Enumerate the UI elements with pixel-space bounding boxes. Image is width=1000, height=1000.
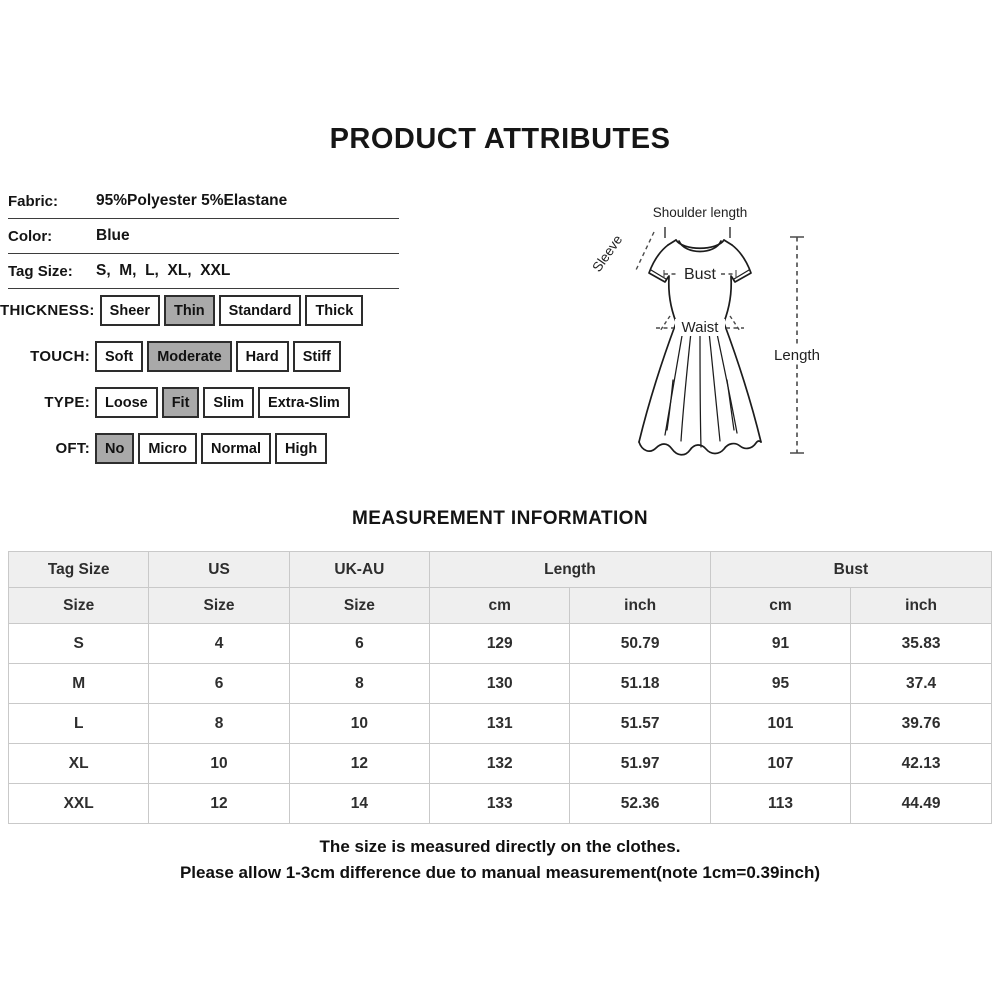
col-us: US — [149, 552, 289, 588]
cell: 8 — [149, 704, 289, 744]
measure-guides — [636, 227, 804, 453]
oft-option-row — [0, 433, 367, 464]
tag-size-label: Tag Size: — [8, 262, 73, 280]
col-uk-au: UK-AU — [289, 552, 429, 588]
cell: 12 — [289, 744, 429, 784]
sleeve-label: Sleeve — [589, 232, 626, 275]
type-option-extra-slim[interactable]: Extra-Slim — [258, 387, 350, 418]
thickness-option-row — [0, 295, 367, 326]
cell: XL — [9, 744, 149, 784]
touch-option-moderate[interactable]: Moderate — [147, 341, 231, 372]
page-title: PRODUCT ATTRIBUTES — [329, 123, 671, 155]
cell: 6 — [289, 624, 429, 664]
subcol-size-3: Size — [289, 588, 429, 624]
subcol-bust-inch: inch — [851, 588, 992, 624]
note-line-1: The size is measured directly on the clothes. — [319, 837, 681, 856]
skirt-fold-lines — [665, 329, 737, 447]
cell: 50.79 — [570, 624, 710, 664]
subcol-length-cm: cm — [430, 588, 570, 624]
cell: 52.36 — [570, 784, 710, 824]
touch-option-hard[interactable]: Hard — [236, 341, 289, 372]
oft-label: OFT: — [55, 440, 90, 457]
oft-option-micro[interactable]: Micro — [138, 433, 197, 464]
bust-label: Bust — [683, 266, 717, 283]
cell: 44.49 — [851, 784, 992, 824]
cell: 132 — [430, 744, 570, 784]
oft-option-no[interactable]: No — [95, 433, 134, 464]
cell: 10 — [289, 704, 429, 744]
attribute-row-tag-size — [8, 254, 399, 289]
cell: 12 — [149, 784, 289, 824]
cell: 8 — [289, 664, 429, 704]
cell: M — [9, 664, 149, 704]
measurement-title: MEASUREMENT INFORMATION — [352, 508, 648, 529]
table-row-xxl — [9, 784, 992, 824]
cell: 37.4 — [851, 664, 992, 704]
size-table — [8, 551, 992, 824]
fabric-label: Fabric: — [8, 192, 59, 210]
table-header-row-2 — [9, 588, 992, 624]
thickness-option-sheer[interactable]: Sheer — [100, 295, 160, 326]
tag-size-value: S, M, L, XL, XXL — [96, 262, 231, 279]
subcol-length-inch: inch — [570, 588, 710, 624]
type-option-row — [0, 387, 367, 418]
oft-option-normal[interactable]: Normal — [201, 433, 271, 464]
cell: 101 — [710, 704, 850, 744]
cell: 130 — [430, 664, 570, 704]
attribute-row-fabric — [8, 184, 399, 219]
attributes-block — [8, 184, 399, 289]
options-block — [0, 295, 367, 479]
cell: 42.13 — [851, 744, 992, 784]
cell: 107 — [710, 744, 850, 784]
table-row-m — [9, 664, 992, 704]
oft-option-high[interactable]: High — [275, 433, 327, 464]
length-label: Length — [774, 347, 820, 364]
col-bust: Bust — [710, 552, 991, 588]
thickness-option-standard[interactable]: Standard — [219, 295, 302, 326]
attribute-row-color — [8, 219, 399, 254]
waist-label: Waist — [681, 319, 719, 336]
cell: 51.18 — [570, 664, 710, 704]
table-row-xl — [9, 744, 992, 784]
cell: 10 — [149, 744, 289, 784]
cell: 91 — [710, 624, 850, 664]
cell: 14 — [289, 784, 429, 824]
touch-label: TOUCH: — [30, 348, 90, 365]
cell: 39.76 — [851, 704, 992, 744]
color-value: Blue — [96, 227, 130, 244]
cell: 35.83 — [851, 624, 992, 664]
dress-diagram — [580, 190, 840, 490]
cell: 95 — [710, 664, 850, 704]
touch-option-soft[interactable]: Soft — [95, 341, 143, 372]
type-option-fit[interactable]: Fit — [162, 387, 200, 418]
fabric-value: 95%Polyester 5%Elastane — [96, 192, 288, 209]
subcol-size-2: Size — [149, 588, 289, 624]
cell: 129 — [430, 624, 570, 664]
subcol-bust-cm: cm — [710, 588, 850, 624]
type-label: TYPE: — [44, 394, 90, 411]
col-length: Length — [430, 552, 711, 588]
col-tag-size: Tag Size — [9, 552, 149, 588]
cell: 4 — [149, 624, 289, 664]
table-row-l — [9, 704, 992, 744]
cell: S — [9, 624, 149, 664]
cell: 113 — [710, 784, 850, 824]
shoulder-length-label: Shoulder length — [652, 205, 748, 220]
touch-option-row — [0, 341, 367, 372]
note-line-2: Please allow 1-3cm difference due to manual measurement(note 1cm=0.39inch) — [179, 863, 821, 882]
thickness-option-thin[interactable]: Thin — [164, 295, 215, 326]
measurement-notes — [0, 836, 1000, 888]
subcol-size-1: Size — [9, 588, 149, 624]
thickness-label: THICKNESS: — [0, 302, 95, 319]
type-option-loose[interactable]: Loose — [95, 387, 158, 418]
type-option-slim[interactable]: Slim — [203, 387, 254, 418]
touch-option-stiff[interactable]: Stiff — [293, 341, 341, 372]
cell: XXL — [9, 784, 149, 824]
cell: 131 — [430, 704, 570, 744]
table-row-s — [9, 624, 992, 664]
cell: 51.97 — [570, 744, 710, 784]
cell: L — [9, 704, 149, 744]
cell: 51.57 — [570, 704, 710, 744]
table-header-row-1 — [9, 552, 992, 588]
cell: 133 — [430, 784, 570, 824]
cell: 6 — [149, 664, 289, 704]
thickness-option-thick[interactable]: Thick — [305, 295, 363, 326]
color-label: Color: — [8, 227, 53, 245]
